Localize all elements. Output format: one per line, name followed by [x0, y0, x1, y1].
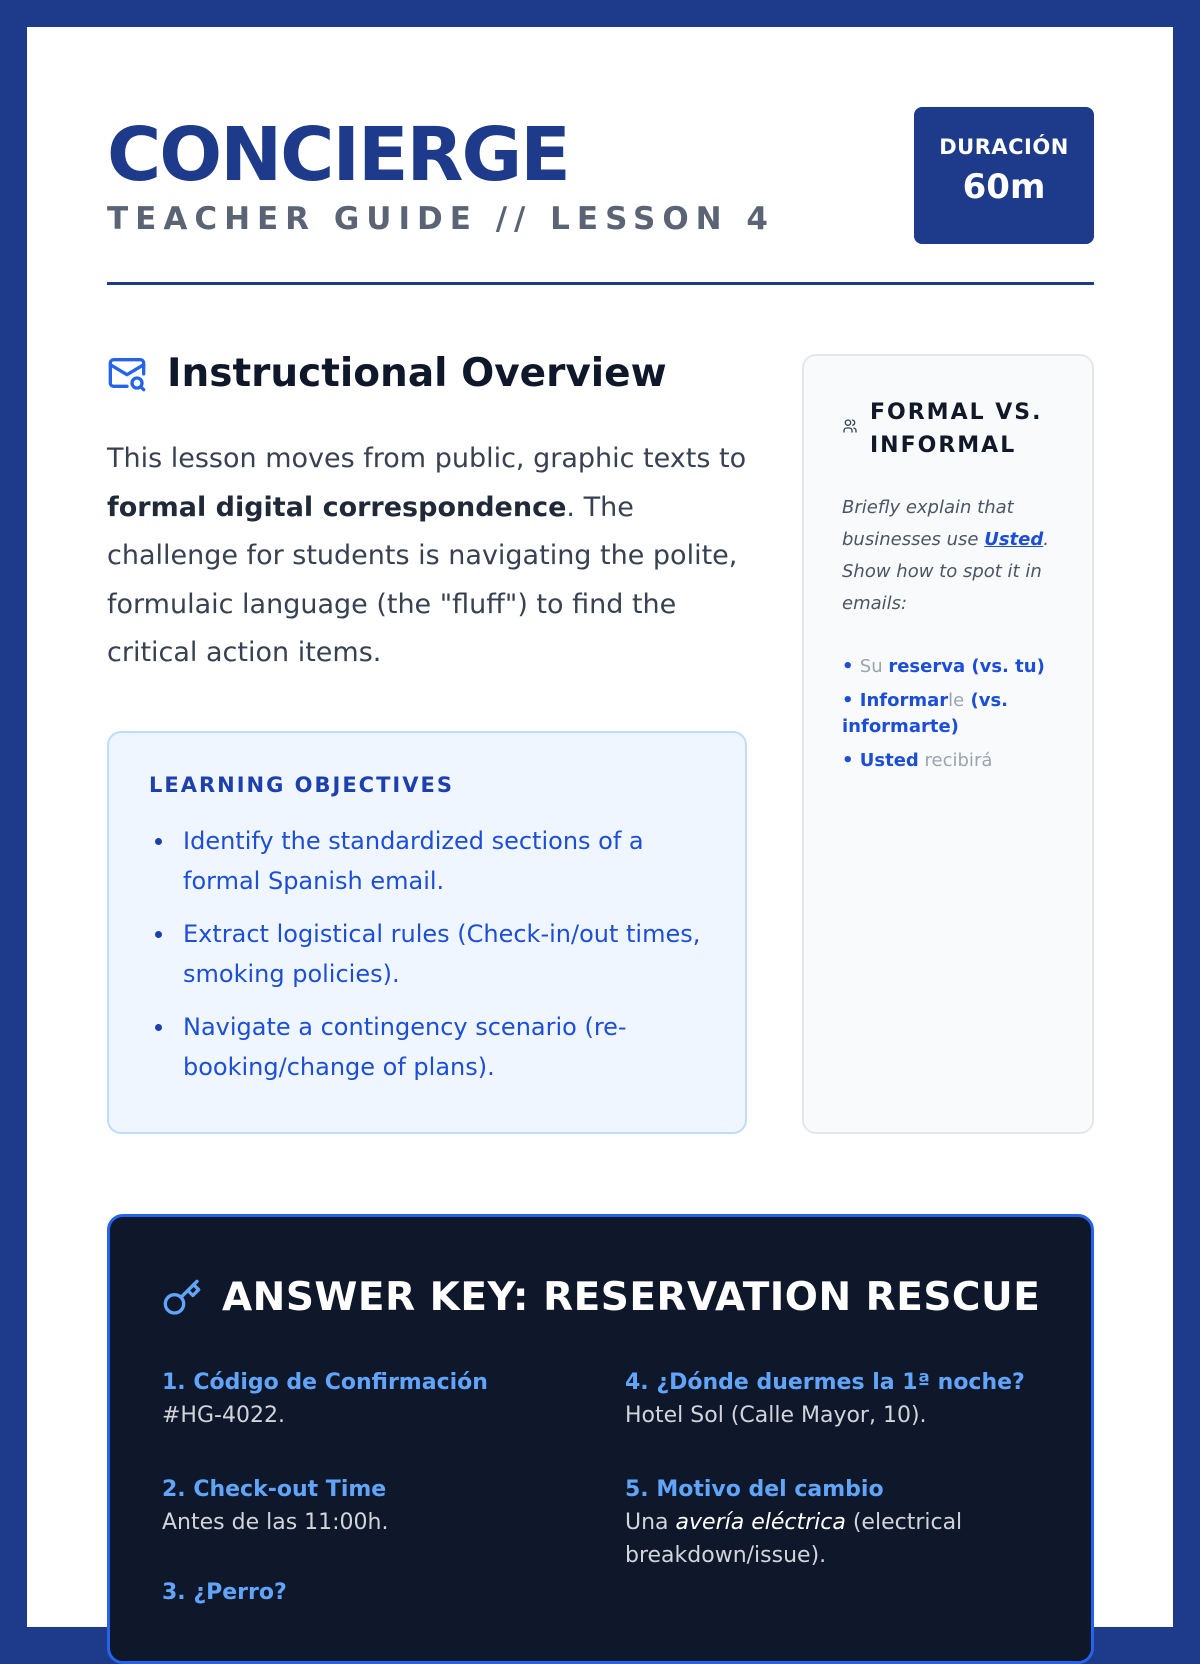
answer-question: 3. ¿Perro? [162, 1580, 287, 1605]
answer-question: 5. Motivo del cambio [625, 1477, 884, 1502]
overview-text-bold: formal digital correspondence [107, 491, 567, 523]
overview-heading [107, 345, 747, 401]
sidebar-example-item [842, 748, 1054, 774]
answer-key-title: ANSWER KEY: RESERVATION RESCUE [222, 1275, 1041, 1320]
answer-value-before: Una [625, 1510, 676, 1535]
answer-key-heading [162, 1275, 1040, 1320]
example-bold: Informar [859, 690, 949, 711]
answer-question: 1. Código de Confirmación [162, 1370, 488, 1395]
answer-value: Antes de las 11:00h. [162, 1510, 389, 1535]
answer-item [625, 1474, 965, 1572]
mail-search-icon [107, 353, 147, 393]
example-suffix: (vs. informarte) [842, 690, 1009, 737]
learning-objectives-box [107, 731, 747, 1134]
page-subtitle: TEACHER GUIDE // LESSON 4 [107, 201, 775, 237]
example-bold: reserva (vs. tu) [888, 656, 1045, 677]
answer-value [625, 1506, 965, 1572]
objective-item: Navigate a contingency scenario (re-booking/change of plans). [149, 1007, 707, 1087]
instructional-overview [107, 345, 747, 678]
objectives-title: LEARNING OBJECTIVES [149, 773, 454, 797]
answer-item [162, 1367, 562, 1432]
duration-badge [914, 107, 1094, 244]
duration-value: 60m [962, 167, 1046, 207]
answer-value: #HG-4022. [162, 1403, 285, 1428]
example-bullet: • [842, 656, 860, 677]
sidebar-description [842, 492, 1054, 620]
usted-highlight: Usted [984, 529, 1044, 550]
objectives-list [149, 821, 707, 1087]
overview-text-after: . The challenge for students is navigating the polite, formulaic language (the "fluff") to find the critical action items. [107, 491, 738, 668]
duration-label: DURACIÓN [939, 135, 1069, 159]
example-bold: Usted [859, 750, 919, 771]
objective-item: Identify the standardized sections of a formal Spanish email. [149, 821, 707, 901]
objective-item: Extract logistical rules (Check-in/out times, smoking policies). [149, 914, 707, 994]
key-icon [162, 1278, 202, 1318]
example-mid: le [948, 690, 965, 711]
answer-question: 2. Check-out Time [162, 1477, 387, 1502]
formal-informal-sidebar [802, 354, 1094, 1134]
example-bullet: • [842, 690, 860, 711]
answer-item [162, 1577, 562, 1609]
sidebar-example-item [842, 688, 1054, 740]
overview-text-before: This lesson moves from public, graphic texts to [107, 443, 747, 474]
answer-item [162, 1474, 562, 1539]
answer-value-after: (electrical breakdown/issue). [625, 1510, 963, 1568]
example-bullet: • [842, 750, 860, 771]
answer-value-italic: avería eléctrica [675, 1510, 846, 1535]
brand-title: CONCIERGE [107, 112, 569, 198]
example-prefix: Su [859, 656, 889, 677]
answer-key-panel [107, 1214, 1094, 1664]
people-icon [842, 418, 858, 434]
sidebar-heading [842, 396, 1054, 462]
answer-question: 4. ¿Dónde duermes la 1ª noche? [625, 1370, 1025, 1395]
header-divider [107, 282, 1094, 285]
example-suffix: recibirá [918, 750, 993, 771]
sidebar-desc-after: . Show how to spot it in emails: [842, 529, 1049, 614]
overview-title: Instructional Overview [167, 350, 667, 396]
sidebar-examples [842, 654, 1054, 774]
sidebar-example-item [842, 654, 1054, 680]
lesson-page [27, 27, 1173, 1627]
answer-value: Hotel Sol (Calle Mayor, 10). [625, 1403, 927, 1428]
page-header [107, 27, 1094, 287]
sidebar-desc-before: Briefly explain that businesses use [842, 497, 1014, 550]
sidebar-title: FORMAL VS. INFORMAL [870, 400, 1043, 458]
answer-item [625, 1367, 1025, 1432]
overview-text [107, 435, 747, 678]
